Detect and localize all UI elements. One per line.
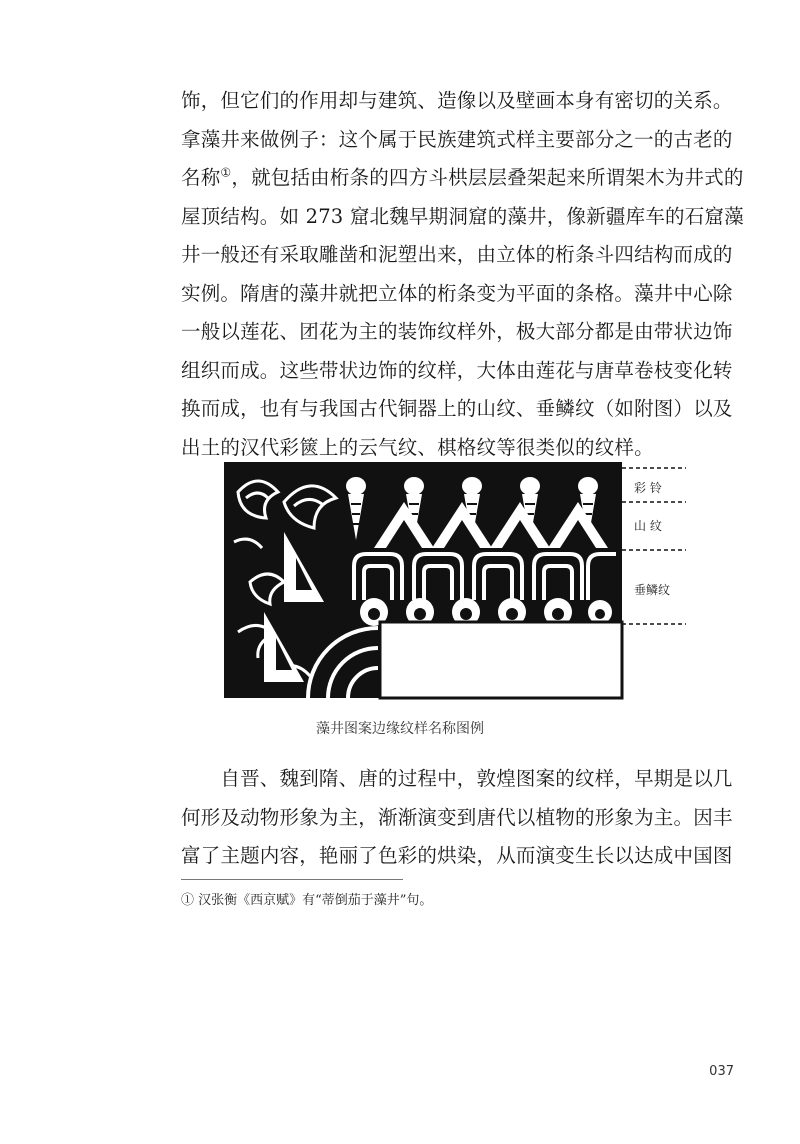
text-line: 一般以莲花、团花为主的装饰纹样外，极大部分都是由带状边饰 bbox=[181, 320, 733, 343]
caisson-border-pattern-figure bbox=[224, 462, 690, 702]
pattern-illustration bbox=[224, 462, 690, 702]
figure-label: 彩 铃 bbox=[634, 481, 662, 495]
text-fragment: ，就包括由桁条的四方斗栱层层叠架起来所谓架木为井式的 bbox=[231, 166, 744, 189]
text-line: 实例。隋唐的藻井就把立体的桁条变为平面的条格。藻井中心除 bbox=[181, 281, 733, 305]
body-paragraph-1 bbox=[181, 82, 744, 467]
figure-caption: 藻井图案边缘纹样名称图例 bbox=[316, 721, 484, 737]
text-line: 井一般还有采取雕凿和泥塑出来，由立体的桁条斗四结构而成的 bbox=[181, 243, 733, 266]
body-paragraph-2 bbox=[181, 760, 741, 876]
text-line: 屋顶结构。如 273 窟北魏早期洞窟的藻井，像新疆库车的石窟藻 bbox=[181, 204, 744, 228]
text-line: 出土的汉代彩篋上的云气纹、棋格纹等很类似的纹样。 bbox=[181, 435, 654, 459]
text-line: 拿藻井来做例子：这个属于民族建筑式样主要部分之一的古老的 bbox=[181, 127, 733, 151]
text-line bbox=[181, 159, 744, 198]
text-line: 何形及动物形象为主，渐渐演变到唐代以植物的形象为主。因丰 bbox=[181, 805, 733, 829]
text-line: 换而成，也有与我国古代铜器上的山纹、垂鳞纹（如附图）以及 bbox=[181, 397, 733, 420]
text-line: 饰，但它们的作用却与建筑、造像以及壁画本身有密切的关系。 bbox=[181, 89, 733, 112]
text-line: 组织而成。这些带状边饰的纹样，大体由莲花与唐草卷枝变化转 bbox=[181, 358, 733, 382]
footnote-reference[interactable]: ① bbox=[220, 165, 232, 180]
text-line: 自晋、魏到隋、唐的过程中，敦煌图案的纹样，早期是以几 bbox=[181, 767, 733, 790]
text-fragment: 名称 bbox=[181, 166, 221, 189]
text-line: 富了主题内容，艳丽了色彩的烘染，从而演变生长以达成中国图 bbox=[181, 844, 733, 867]
footnote-divider bbox=[181, 879, 403, 880]
footnote: ① 汉张衡《西京赋》有“蒂倒茄于藻井”句。 bbox=[181, 893, 433, 908]
figure-label: 垂鳞纹 bbox=[634, 583, 671, 597]
figure-label: 山 纹 bbox=[634, 519, 662, 533]
page-number: 037 bbox=[709, 1064, 734, 1079]
